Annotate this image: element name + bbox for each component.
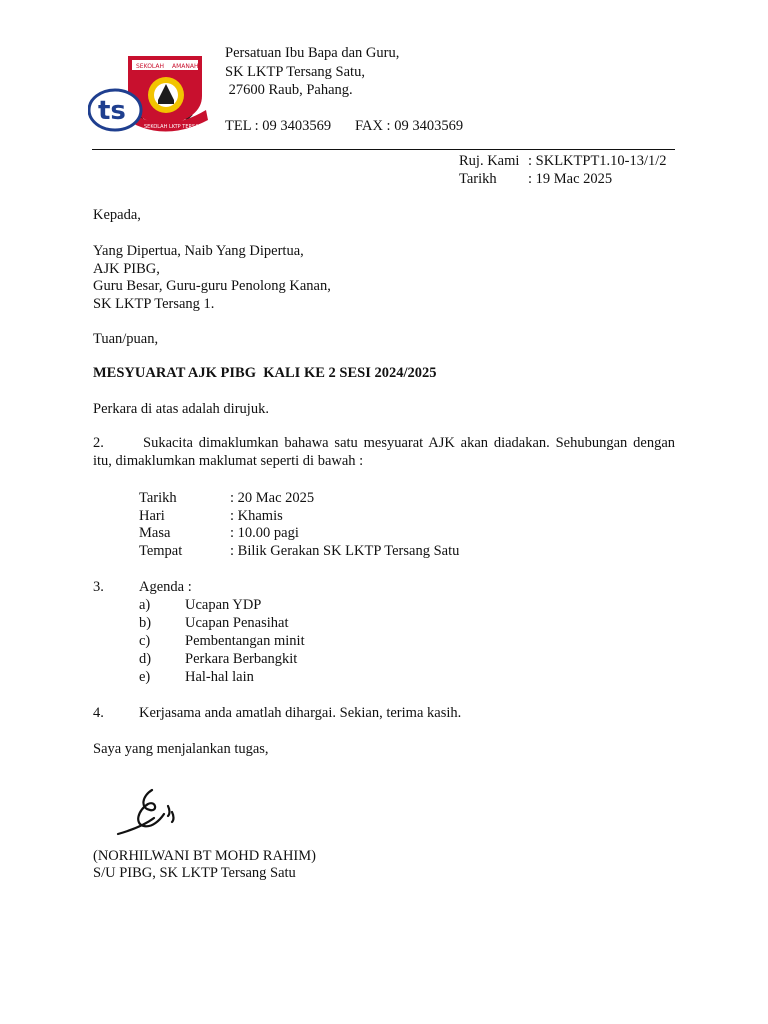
detail-value: : 10.00 pagi bbox=[230, 525, 299, 541]
detail-value: : Bilik Gerakan SK LKTP Tersang Satu bbox=[230, 543, 460, 559]
paragraph-4-text: Kerjasama anda amatlah dihargai. Sekian, terima kasih. bbox=[139, 705, 462, 721]
date-label: Tarikh bbox=[459, 171, 497, 187]
reference-value: : SKLKTPT1.10-13/1/2 bbox=[528, 153, 667, 169]
recipient-line: SK LKTP Tersang 1. bbox=[93, 296, 215, 312]
logo-ribbon-text: SEKOLAH LKTP TERSANG bbox=[144, 124, 207, 130]
logo-banner-right: AMANAH bbox=[172, 63, 199, 70]
salutation: Tuan/puan, bbox=[93, 331, 159, 347]
ts-badge-text: ts bbox=[98, 96, 126, 126]
paragraph-number: 3. bbox=[93, 579, 104, 595]
agenda-letter: b) bbox=[139, 615, 152, 631]
kepada-label: Kepada, bbox=[93, 207, 141, 223]
signatory-title: S/U PIBG, SK LKTP Tersang Satu bbox=[93, 865, 296, 881]
agenda-letter: d) bbox=[139, 651, 152, 667]
agenda-letter: e) bbox=[139, 669, 151, 685]
paragraph-number: 4. bbox=[93, 705, 104, 721]
detail-value: : Khamis bbox=[230, 508, 283, 524]
school-name: SK LKTP Tersang Satu, bbox=[225, 64, 365, 80]
reference-label: Ruj. Kami bbox=[459, 153, 520, 169]
address: 27600 Raub, Pahang. bbox=[225, 82, 353, 98]
school-logo bbox=[88, 48, 210, 134]
agenda-item: Perkara Berbangkit bbox=[185, 651, 298, 667]
agenda-item: Ucapan YDP bbox=[185, 597, 262, 613]
detail-label: Tarikh bbox=[139, 490, 177, 506]
telephone: TEL : 09 3403569 bbox=[225, 118, 332, 134]
agenda-item: Pembentangan minit bbox=[185, 633, 305, 649]
agenda-item: Ucapan Penasihat bbox=[185, 615, 289, 631]
detail-label: Masa bbox=[139, 525, 171, 541]
recipient-line: Guru Besar, Guru-guru Penolong Kanan, bbox=[93, 278, 331, 294]
recipient-line: Yang Dipertua, Naib Yang Dipertua, bbox=[93, 243, 304, 259]
signature bbox=[112, 786, 192, 838]
agenda-item: Hal-hal lain bbox=[185, 669, 254, 685]
signatory-name: (NORHILWANI BT MOHD RAHIM) bbox=[93, 848, 316, 864]
closing-line: Saya yang menjalankan tugas, bbox=[93, 741, 269, 757]
paragraph-2 bbox=[93, 434, 675, 470]
paragraph-1: Perkara di atas adalah dirujuk. bbox=[93, 401, 269, 417]
subject-heading: MESYUARAT AJK PIBG KALI KE 2 SESI 2024/2025 bbox=[93, 365, 437, 381]
recipient-line: AJK PIBG, bbox=[93, 261, 160, 277]
paragraph-number: 2. bbox=[93, 435, 104, 451]
detail-label: Tempat bbox=[139, 543, 183, 559]
agenda-title: Agenda : bbox=[139, 579, 192, 595]
agenda-letter: a) bbox=[139, 597, 151, 613]
agenda-letter: c) bbox=[139, 633, 151, 649]
org-name: Persatuan Ibu Bapa dan Guru, bbox=[225, 45, 400, 61]
logo-banner-left: SEKOLAH bbox=[136, 63, 165, 70]
fax: FAX : 09 3403569 bbox=[355, 118, 464, 134]
detail-value: : 20 Mac 2025 bbox=[230, 490, 315, 506]
date-value: : 19 Mac 2025 bbox=[528, 171, 613, 187]
paragraph-2-text: Sukacita dimaklumkan bahawa satu mesyuarat AJK akan diadakan. Sehubungan dengan itu, dimaklumkan maklumat seperti di bawah : bbox=[93, 435, 675, 469]
detail-label: Hari bbox=[139, 508, 165, 524]
header-divider bbox=[92, 149, 675, 150]
